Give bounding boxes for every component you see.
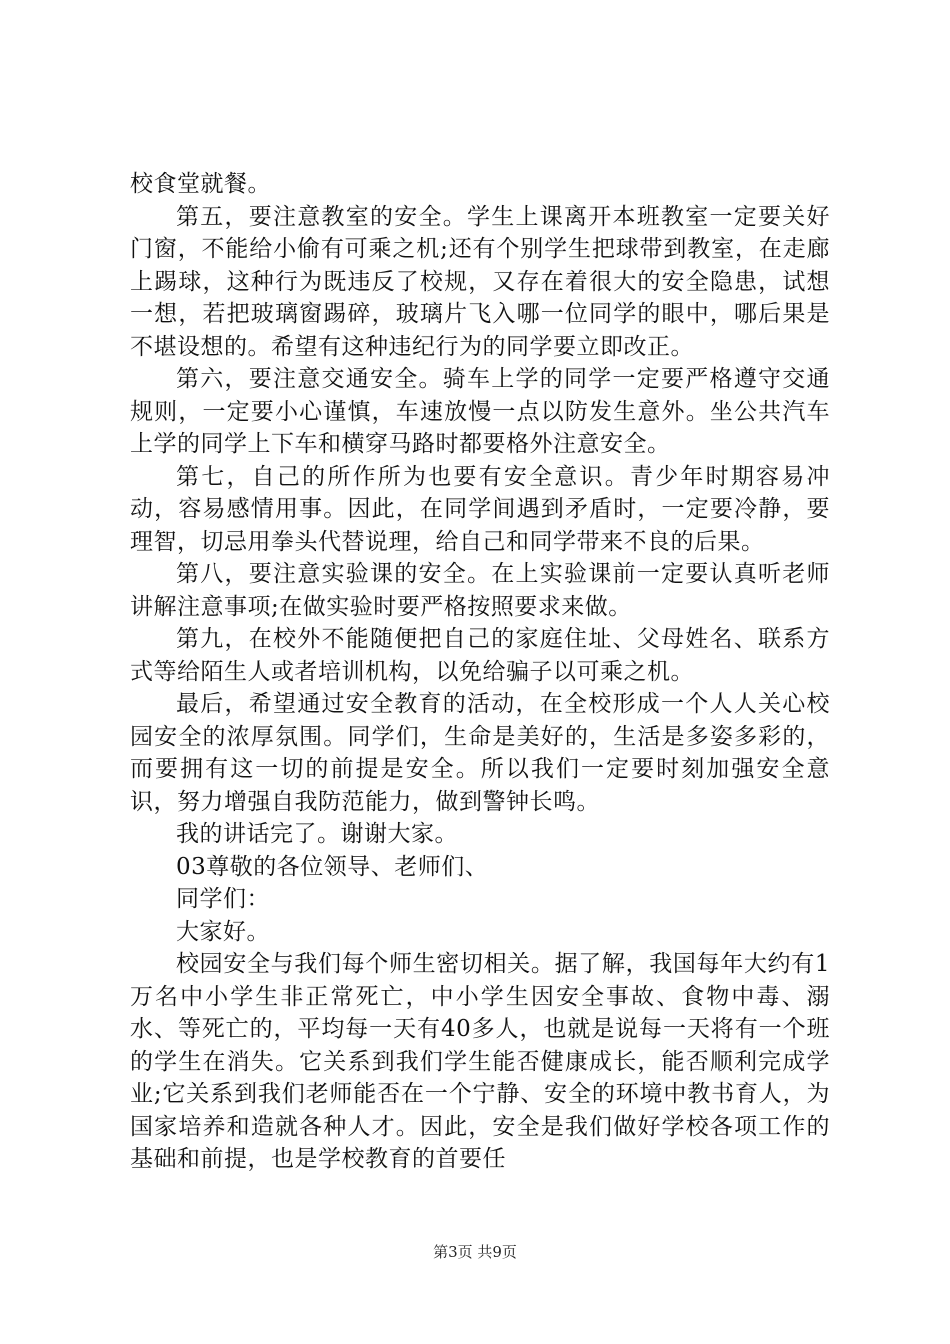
paragraph-3: 第六，要注意交通安全。骑车上学的同学一定要严格遵守交通规则，一定要小心谨慎，车速放慢一点以防发生意外。坐公共汽车上学的同学上下车和横穿马路时都要格外注意安全。 — [130, 366, 830, 457]
paragraph-2: 第五，要注意教室的安全。学生上课离开本班教室一定要关好门窗，不能给小偷有可乘之机;还有个别学生把球带到教室，在走廊上踢球，这种行为既违反了校规，又存在着很大的安全隐患，试想一想，若把玻璃窗踢碎，玻璃片飞入哪一位同学的眼中，哪后果是不堪设想的。希望有这种违纪行为的同学要立即改正。 — [130, 203, 830, 360]
paragraph-5: 第八，要注意实验课的安全。在上实验课前一定要认真听老师讲解注意事项;在做实验时要严格按照要求来做。 — [130, 561, 830, 620]
paragraph-10: 同学们： — [176, 886, 270, 912]
paragraph-4: 第七，自己的所作所为也要有安全意识。青少年时期容易冲动，容易感情用事。因此，在同学间遇到矛盾时，一定要冷静，要理智，切忌用拳头代替说理，给自己和同学带来不良的后果。 — [130, 463, 830, 555]
page-footer — [0, 1242, 950, 1262]
paragraph-8: 我的讲话完了。谢谢大家。 — [176, 821, 458, 847]
paragraph-1: 校食堂就餐。 — [130, 171, 271, 197]
document-body — [130, 168, 830, 1176]
paragraph-9: 03尊敬的各位领导、老师们、 — [176, 853, 489, 880]
page-number-label: 第3页 共9页 — [433, 1243, 517, 1261]
paragraph-11: 大家好。 — [176, 918, 270, 945]
paragraph-6: 第九，在校外不能随便把自己的家庭住址、父母姓名、联系方式等给陌生人或者培训机构，以免给骗子以可乘之机。 — [130, 626, 830, 685]
paragraph-7: 最后，希望通过安全教育的活动，在全校形成一个人人关心校园安全的浓厚氛围。同学们，生命是美好的，生活是多姿多彩的，而要拥有这一切的前提是安全。所以我们一定要时刻加强安全意识，努力增强自我防范能力，做到警钟长鸣。 — [130, 691, 830, 815]
paragraph-12: 校园安全与我们每个师生密切相关。据了解，我国每年大约有1万名中小学生非正常死亡，中小学生因安全事故、食物中毒、溺水、等死亡的，平均每一天有40多人，也就是说每一天将有一个班的学生在消失。它关系到我们学生能否健康成长，能否顺利完成学业;它关系到我们老师能否在一个宁静、安全的环境中教书育人，为国家培养和造就各种人才。因此，安全是我们做好学校各项工作的基础和前提，也是学校教育的首要任 — [130, 951, 830, 1172]
